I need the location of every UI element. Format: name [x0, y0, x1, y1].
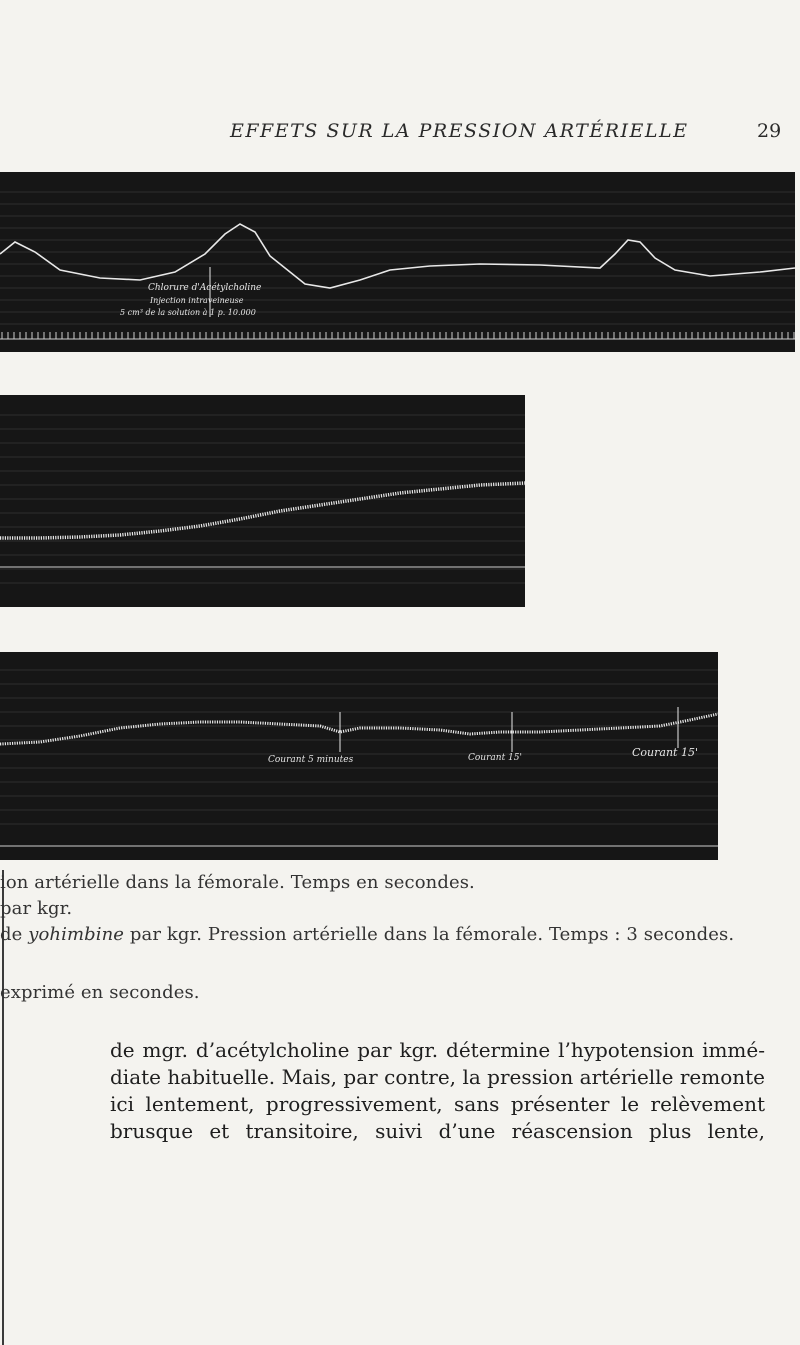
- body-line-3: ici lentement, progressivement, sans présenter le relèvement: [110, 1092, 765, 1116]
- pressure-curve-1: [0, 224, 795, 288]
- figure-caption-line-3: [0, 924, 734, 945]
- trace3-annotation-3: Courant 15': [632, 746, 698, 759]
- trace-2-svg: [0, 395, 525, 607]
- figure-caption-line-2: par kgr.: [0, 898, 73, 919]
- running-title: EFFETS SUR LA PRESSION ARTÉRIELLE: [230, 120, 689, 142]
- body-line-4: brusque et transitoire, suivi d’une réascension plus lente,: [110, 1119, 765, 1143]
- trace3-annotation-2: Courant 15': [468, 753, 522, 763]
- body-line-2: diate habituelle. Mais, par contre, la pression artérielle remonte: [110, 1065, 765, 1089]
- trace1-annotation-1: Chlorure d'Acétylcholine: [148, 283, 262, 293]
- kymograph-trace-3: [0, 652, 718, 860]
- figure-caption-line-4: exprimé en secondes.: [0, 982, 200, 1003]
- body-paragraph: [110, 1037, 765, 1145]
- kymograph-trace-1: [0, 172, 795, 352]
- trace-3-svg: [0, 652, 718, 860]
- kymograph-trace-2: [0, 395, 525, 607]
- caption-3-pre: de: [0, 924, 29, 945]
- caption-3-italic: yohimbine: [28, 924, 125, 945]
- figure-caption-line-1: ion artérielle dans la fémorale. Temps en secondes.: [0, 872, 475, 893]
- pressure-curve-3: [0, 714, 718, 744]
- caption-3-post: par kgr. Pression artérielle dans la fémorale. Temps : 3 secondes.: [124, 924, 735, 945]
- body-line-1: de mgr. d’acétylcholine par kgr. détermine l’hypotension immé-: [110, 1038, 765, 1062]
- trace-1-svg: [0, 172, 795, 352]
- pressure-curve-2: [0, 483, 525, 538]
- page-number: 29: [757, 120, 782, 142]
- page-header: [0, 120, 800, 150]
- trace1-annotation-3: 5 cm³ de la solution à 1 p. 10.000: [120, 308, 256, 317]
- trace1-annotation-2: Injection intraveineuse: [150, 296, 244, 305]
- trace3-annotation-1: Courant 5 minutes: [268, 755, 354, 765]
